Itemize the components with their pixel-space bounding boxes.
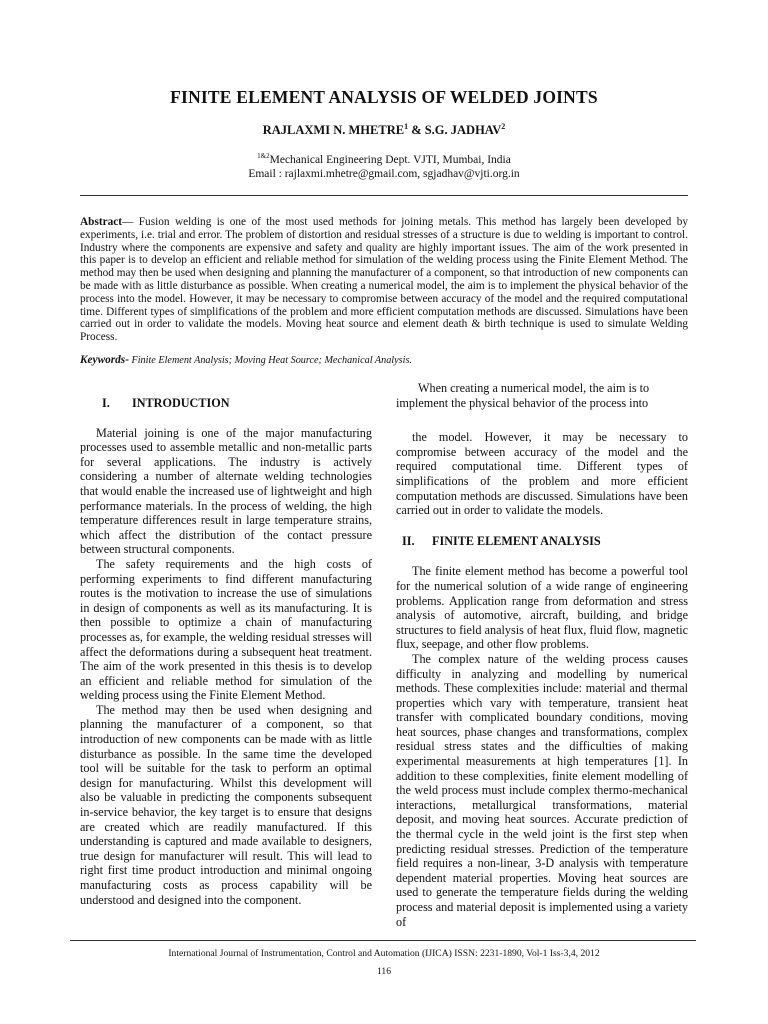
abstract-dash: —	[122, 216, 139, 228]
section-heading-introduction	[102, 396, 372, 411]
section-title: INTRODUCTION	[132, 396, 230, 410]
author-line	[0, 122, 768, 138]
affiliation-block	[0, 149, 768, 181]
affiliation-text: Mechanical Engineering Dept. VJTI, Mumbai, India	[269, 153, 511, 166]
journal-footer: International Journal of Instrumentation, Control and Automation (IJICA) ISSN: 2231-1890, Vol-1 Iss-3,4, 2012	[168, 948, 600, 959]
right-column	[396, 381, 688, 929]
fea-paragraph-1: The finite element method has become a powerful tool for the numerical solution of a wide range of engineering problems. Application range from deformation and stress analysis of automotive, aircraft, building, and bridge structures to field analysis of heat flux, fluid flow, magnetic flux, seepage, and other flow problems.	[396, 564, 688, 652]
fea-paragraph-2: The complex nature of the welding process causes difficulty in analyzing and modelling by numerical methods. These complexities include: material and thermal properties which vary with temperature, transient heat transfer with complicated boundary conditions, moving heat sources, phase changes and transformations, complex residual stress states and the difficulties of making experimental measurements at high temperatures [1]. In addition to these complexities, finite element modelling of the weld process must include complex thermo-mechanical interactions, metallurgical transformations, material deposit, and moving heat sources. Accurate prediction of the thermal cycle in the weld joint is the first step when predicting residual stresses. Prediction of the temperature field requires a non-linear, 3-D analysis with temperature dependent material properties. Moving heat sources are used to generate the temperature fields during the welding process and material deposit is implemented using a variety of	[396, 651, 688, 929]
author-1-sup: 1	[404, 122, 409, 131]
affiliation-sup: 1&2	[257, 152, 270, 160]
footer-divider	[70, 940, 696, 941]
section-number: II.	[402, 533, 415, 548]
section-heading-fea	[402, 534, 688, 549]
section-number: I.	[102, 396, 110, 410]
intro-paragraph-3: The method may then be used when designing and planning the manufacturer of a component, so that introduction of new components can be made with as little disturbance as possible. In the same time the developed tool will be suitable for the task to perform an optimal design for manufacturing. Whilst this development will also be valuable in predicting the components subsequent in-service behavior, the key target is to ensure that designs are created which are readily manufactured. If this understanding is captured and made available to designers, true design for manufacturer will result. This will lead to right first time product introduction and minimal ongoing manufacturing costs as process capability will be understood and designed into the component.	[80, 702, 372, 907]
affiliation-line	[0, 149, 768, 167]
author-separator: & S.G. JADHAV	[408, 123, 502, 138]
author-1: RAJLAXMI N. MHETRE	[262, 123, 405, 138]
right-paragraph-1: When creating a numerical model, the aim is to implement the physical behavior of the process into	[396, 381, 650, 410]
right-paragraph-2: the model. However, it may be necessary to compromise between accuracy of the model and the required computational time. Different types of simplifications of the problem and more efficient computation methods are discussed. Simulations have been carried out in order to validate the models.	[396, 430, 688, 518]
intro-paragraph-2: The safety requirements and the high costs of performing experiments to find different manufacturing routes is the motivation to increase the use of simulations in design of components as well as its manufacturing. It is then possible to optimize a chain of manufacturing processes as, for example, the welding residual stresses will affect the deformations during a subsequent heat treatment. The aim of the work presented in this thesis is to develop an efficient and reliable method for simulation of the welding process using the Finite Element Method.	[80, 556, 372, 703]
abstract	[80, 216, 688, 344]
abstract-label: Abstract	[80, 216, 123, 228]
paper-title: FINITE ELEMENT ANALYSIS OF WELDED JOINTS	[170, 87, 598, 107]
author-2-sup: 2	[501, 122, 506, 131]
section-title: FINITE ELEMENT ANALYSIS	[432, 533, 601, 548]
abstract-text: Fusion welding is one of the most used methods for joining metals. This method has largely been developed by experiments, i.e. trial and error. The problem of distortion and residual stresses of a structure is due to welding is important to control. Industry where the components are expensive and safety and quality are highly important issues. The aim of the work presented in this paper is to develop an efficient and reliable method for simulation of the welding process using the Finite Element Method. The method may then be used when designing and planning the manufacturer of a component, so that introduction of new components can be made with as little disturbance as possible. When creating a numerical model, the aim is to implement the physical behavior of the process into the model. However, it may be necessary to compromise between accuracy of the model and the required computational time. Different types of simplifications of the problem and more efficient computation methods are discussed. Simulations have been carried out in order to validate the models. Moving heat source and element death & birth technique is used to simulate Welding Process.	[80, 216, 688, 344]
left-column	[80, 396, 372, 907]
intro-paragraph-1: Material joining is one of the major manufacturing processes used to assemble metallic and non-metallic parts for several applications. The industry is actively considering a number of alternate welding technologies that would enable the increased use of lightweight and high performance materials. In the process of welding, the high temperature differences result in large temperature strains, which affect the distribution of the contact pressure between structural components.	[80, 425, 372, 557]
top-divider	[80, 195, 688, 196]
keywords-text: Finite Element Analysis; Moving Heat Source; Mechanical Analysis.	[128, 355, 412, 366]
page-number: 116	[376, 966, 392, 977]
keywords-label: Keywords-	[80, 354, 129, 366]
email-line: Email : rajlaxmi.mhetre@gmail.com, sgjadhav@vjti.org.in	[248, 167, 520, 180]
keywords	[80, 354, 688, 366]
